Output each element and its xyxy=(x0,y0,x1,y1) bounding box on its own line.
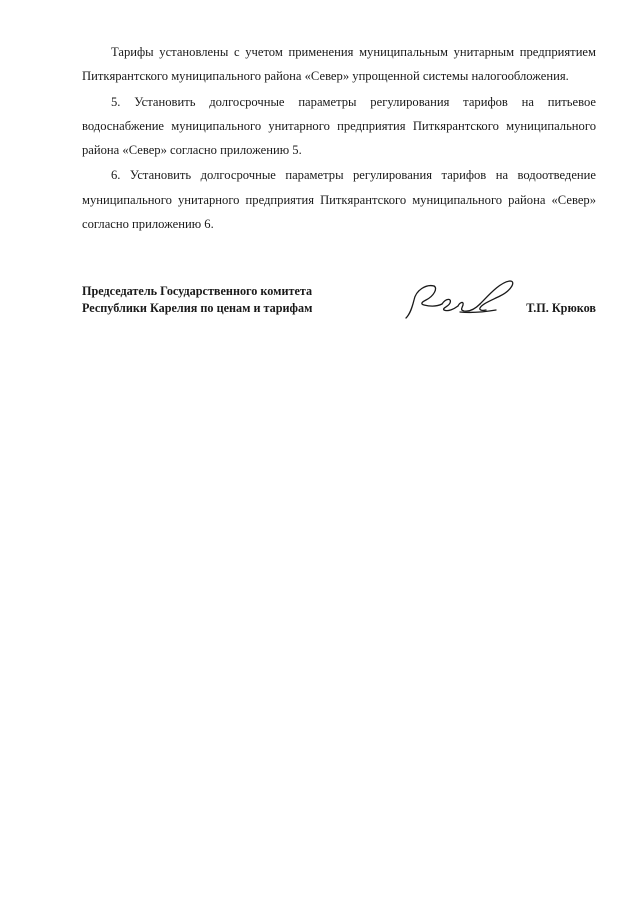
paragraph-item-5: 5. Установить долгосрочные параметры регулирования тарифов на питьевое водоснабжение муниципального унитарного предприятия Питкярантского муниципального района «Север» согласно приложению 5. xyxy=(82,94,596,158)
signatory-name: Т.П. Крюков xyxy=(526,301,596,315)
document-body xyxy=(82,40,596,237)
signatory-title xyxy=(82,283,312,316)
signatory-title-line-1: Председатель Государственного комитета xyxy=(82,284,313,298)
signature-block xyxy=(82,283,596,333)
handwritten-signature xyxy=(404,276,516,324)
paragraph-item-6: 6. Установить долгосрочные параметры регулирования тарифов на водоотведение муниципального унитарного предприятия Питкярантского муниципального района «Север» согласно приложению 6. xyxy=(82,168,596,232)
paragraph-tax-note: Тарифы установлены с учетом применения муниципальным унитарным предприятием Питкярантского муниципального района «Север» упрощенной системы налогообложения. xyxy=(82,45,596,84)
signatory-title-line-2: Республики Карелия по ценам и тарифам xyxy=(82,300,313,315)
